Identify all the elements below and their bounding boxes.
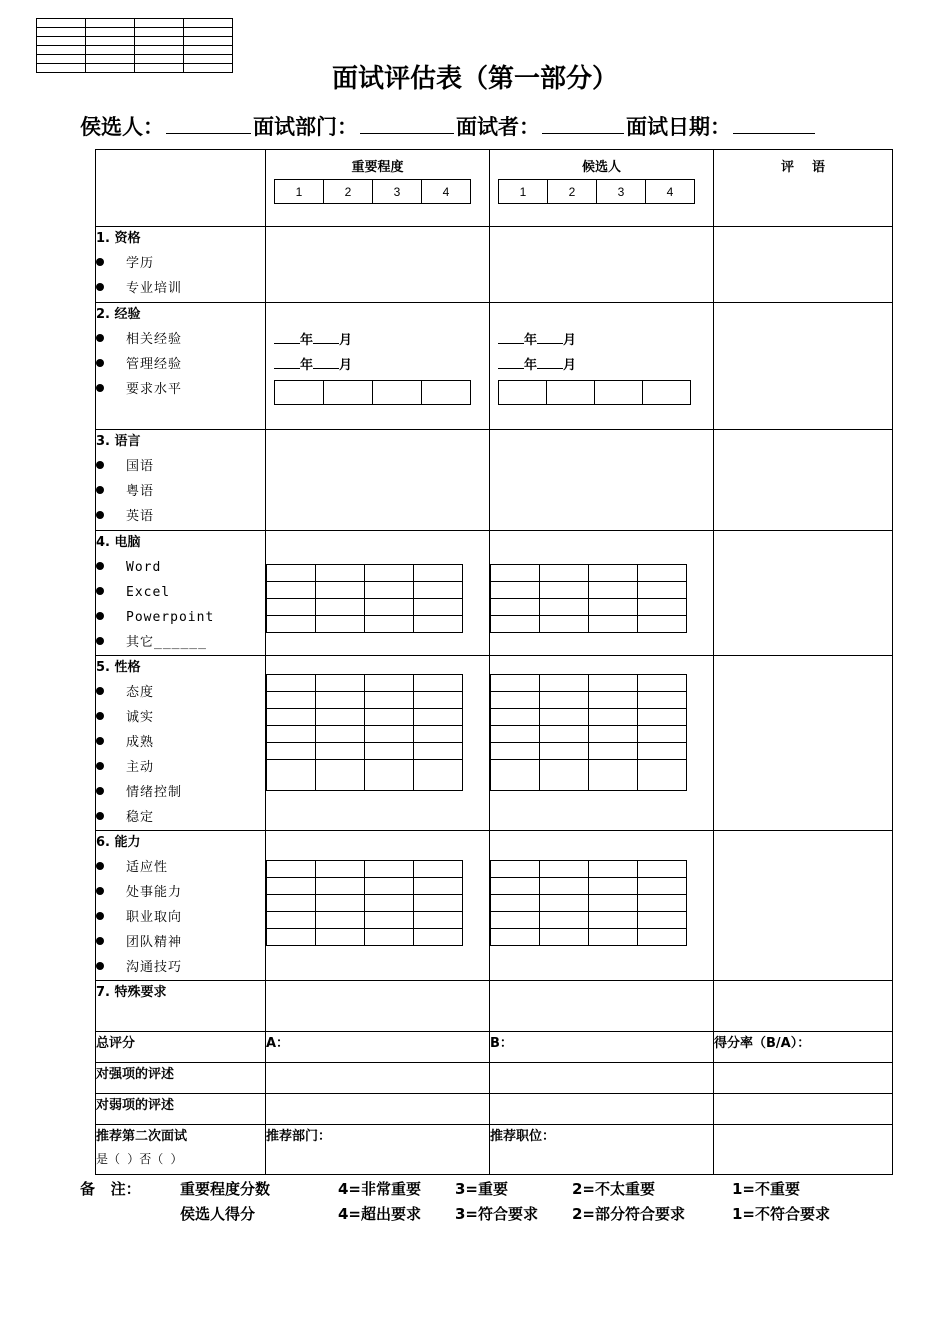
date-field[interactable]	[733, 132, 815, 134]
bullet-icon	[96, 511, 104, 519]
weakness-cell[interactable]	[490, 1094, 714, 1125]
scale-cell: 3	[597, 180, 646, 204]
bullet-icon	[96, 461, 104, 469]
rating-grid[interactable]	[490, 674, 687, 791]
list-item: 团队精神	[96, 930, 265, 955]
importance-cell	[266, 831, 490, 981]
strength-cell[interactable]	[714, 1063, 893, 1094]
weakness-cell[interactable]	[266, 1094, 490, 1125]
candidate-header: 候选人 1 2 3 4	[490, 150, 714, 227]
scale-cell: 4	[646, 180, 695, 204]
scale-cell: 3	[373, 180, 422, 204]
bullet-icon	[96, 887, 104, 895]
list-item: 情绪控制	[96, 780, 265, 805]
list-item: 相关经验	[96, 327, 265, 352]
bullet-icon	[96, 384, 104, 392]
importance-scale-item: 2=不太重要	[572, 1180, 656, 1198]
candidate-field[interactable]	[166, 132, 251, 134]
importance-cell[interactable]	[266, 430, 490, 531]
candidate-scale-item: 2=部分符合要求	[572, 1205, 686, 1223]
section-title: 6. 能力	[96, 835, 141, 850]
department-field[interactable]	[360, 132, 454, 134]
list-item: Excel	[96, 580, 265, 605]
section-row-personality	[96, 656, 893, 831]
scale-cell: 2	[324, 180, 373, 204]
strength-cell[interactable]	[490, 1063, 714, 1094]
importance-scale-item: 3=重要	[455, 1180, 509, 1198]
section-title: 4. 电脑	[96, 535, 141, 550]
importance-scale-item: 4=非常重要	[338, 1180, 422, 1198]
comment-cell[interactable]	[714, 531, 893, 656]
section-row-ability	[96, 831, 893, 981]
list-item: 专业培训	[96, 276, 265, 301]
rating-grid[interactable]	[490, 564, 687, 633]
level-boxes[interactable]	[498, 380, 691, 405]
weakness-row	[96, 1094, 893, 1125]
candidate-scale-item: 3=符合要求	[455, 1205, 539, 1223]
bullet-icon	[96, 937, 104, 945]
section-label-cell	[96, 981, 266, 1032]
bullet-icon	[96, 258, 104, 266]
interviewer-field[interactable]	[542, 132, 624, 134]
header-empty-cell	[96, 150, 266, 227]
strength-row	[96, 1063, 893, 1094]
section-title: 1. 资格	[96, 231, 141, 246]
list-item: 稳定	[96, 805, 265, 830]
list-item: 其它______	[96, 630, 265, 655]
section-label-cell	[96, 227, 266, 303]
comment-cell[interactable]	[714, 227, 893, 303]
page-title: 面试评估表（第一部分）	[331, 64, 618, 94]
recommend-position-field[interactable]: 推荐职位：	[490, 1125, 714, 1175]
second-interview-row	[96, 1125, 893, 1175]
year-month-field[interactable]: 年 月	[274, 353, 481, 378]
second-interview-cell	[96, 1125, 266, 1175]
date-label: 面试日期：	[626, 115, 731, 139]
section-label-cell	[96, 303, 266, 430]
bullet-icon	[96, 862, 104, 870]
bullet-icon	[96, 962, 104, 970]
recommend-extra-cell[interactable]	[714, 1125, 893, 1175]
section-label-cell	[96, 531, 266, 656]
scale-cell: 4	[422, 180, 471, 204]
list-item: Word	[96, 555, 265, 580]
list-item: 处事能力	[96, 880, 265, 905]
section-row-qualification	[96, 227, 893, 303]
department-label: 面试部门：	[253, 115, 358, 139]
candidate-cell	[490, 531, 714, 656]
year-month-field[interactable]: 年 月	[498, 328, 705, 353]
bullet-icon	[96, 812, 104, 820]
evaluation-table	[95, 149, 893, 1175]
section-label-cell	[96, 656, 266, 831]
comment-cell[interactable]	[714, 430, 893, 531]
importance-header: 重要程度 1 2 3 4	[266, 150, 490, 227]
bullet-icon	[96, 359, 104, 367]
rating-grid[interactable]	[266, 564, 463, 633]
importance-cell[interactable]	[266, 227, 490, 303]
comments-header: 评 语	[714, 150, 893, 227]
list-item: 英语	[96, 504, 265, 529]
bullet-icon	[96, 637, 104, 645]
candidate-cell[interactable]	[490, 227, 714, 303]
year-month-field[interactable]: 年 月	[498, 353, 705, 378]
list-item: 态度	[96, 680, 265, 705]
candidate-label: 侯选人：	[80, 115, 164, 139]
year-month-field[interactable]: 年 月	[274, 328, 481, 353]
comment-cell[interactable]	[714, 656, 893, 831]
list-item: 管理经验	[96, 352, 265, 377]
comment-cell[interactable]	[714, 303, 893, 430]
bullet-icon	[96, 283, 104, 291]
importance-scale-item: 1=不重要	[732, 1180, 801, 1198]
section-row-language	[96, 430, 893, 531]
score-a-field[interactable]: A：	[266, 1032, 490, 1063]
yes-no-choice[interactable]: 是（ ）否（ ）	[96, 1152, 183, 1166]
candidate-scale-item: 4=超出要求	[338, 1205, 422, 1223]
bullet-icon	[96, 562, 104, 570]
section-row-special	[96, 981, 893, 1032]
list-item: 沟通技巧	[96, 955, 265, 980]
bullet-icon	[96, 486, 104, 494]
section-row-computer	[96, 531, 893, 656]
list-item: 学历	[96, 251, 265, 276]
weakness-cell[interactable]	[714, 1094, 893, 1125]
candidate-scale	[498, 179, 695, 204]
strength-cell[interactable]	[266, 1063, 490, 1094]
candidate-cell	[490, 303, 714, 430]
importance-cell	[266, 531, 490, 656]
list-item: 诚实	[96, 705, 265, 730]
scale-cell: 1	[499, 180, 548, 204]
section-title: 2. 经验	[96, 307, 141, 322]
list-item: 国语	[96, 454, 265, 479]
weakness-label: 对弱项的评述	[96, 1094, 266, 1125]
notes-label: 备 注：	[80, 1180, 141, 1198]
bullet-icon	[96, 334, 104, 342]
candidate-cell	[490, 831, 714, 981]
candidate-cell[interactable]	[490, 981, 714, 1032]
list-item: 主动	[96, 755, 265, 780]
recommend-department-field[interactable]: 推荐部门：	[266, 1125, 490, 1175]
list-item: 适应性	[96, 855, 265, 880]
rating-grid[interactable]	[490, 860, 687, 946]
importance-cell	[266, 303, 490, 430]
list-item: Powerpoint	[96, 605, 265, 630]
importance-cell[interactable]	[266, 981, 490, 1032]
importance-scale	[274, 179, 471, 204]
comment-cell[interactable]	[714, 981, 893, 1032]
section-title: 7. 特殊要求	[96, 985, 167, 1000]
interviewer-label: 面试者：	[456, 115, 540, 139]
rating-grid[interactable]	[266, 674, 463, 791]
comment-cell[interactable]	[714, 831, 893, 981]
strength-label: 对强项的评述	[96, 1063, 266, 1094]
list-item: 粤语	[96, 479, 265, 504]
header-fields	[80, 111, 817, 141]
candidate-cell	[490, 656, 714, 831]
bullet-icon	[96, 912, 104, 920]
bullet-icon	[96, 612, 104, 620]
candidate-cell[interactable]	[490, 430, 714, 531]
section-row-experience	[96, 303, 893, 430]
list-item: 要求水平	[96, 377, 265, 402]
scale-cell: 2	[548, 180, 597, 204]
bullet-icon	[96, 587, 104, 595]
total-label: 总评分	[96, 1032, 266, 1063]
importance-cell	[266, 656, 490, 831]
bullet-icon	[96, 712, 104, 720]
bullet-icon	[96, 762, 104, 770]
rating-grid[interactable]	[266, 860, 463, 946]
section-label-cell	[96, 831, 266, 981]
candidate-scale-label: 侯选人得分	[180, 1205, 256, 1223]
second-interview-label: 推荐第二次面试	[96, 1129, 188, 1144]
total-row	[96, 1032, 893, 1063]
level-boxes[interactable]	[274, 380, 471, 405]
list-item: 成熟	[96, 730, 265, 755]
table-header-row	[96, 150, 893, 227]
score-b-field[interactable]: B：	[490, 1032, 714, 1063]
candidate-scale-item: 1=不符合要求	[732, 1205, 831, 1223]
ratio-field[interactable]: 得分率（B/A）：	[714, 1032, 893, 1063]
importance-scale-label: 重要程度分数	[180, 1180, 271, 1198]
bullet-icon	[96, 787, 104, 795]
bullet-icon	[96, 687, 104, 695]
list-item: 职业取向	[96, 905, 265, 930]
section-title: 3. 语言	[96, 434, 141, 449]
section-title: 5. 性格	[96, 660, 141, 675]
scale-cell: 1	[275, 180, 324, 204]
section-label-cell	[96, 430, 266, 531]
bullet-icon	[96, 737, 104, 745]
